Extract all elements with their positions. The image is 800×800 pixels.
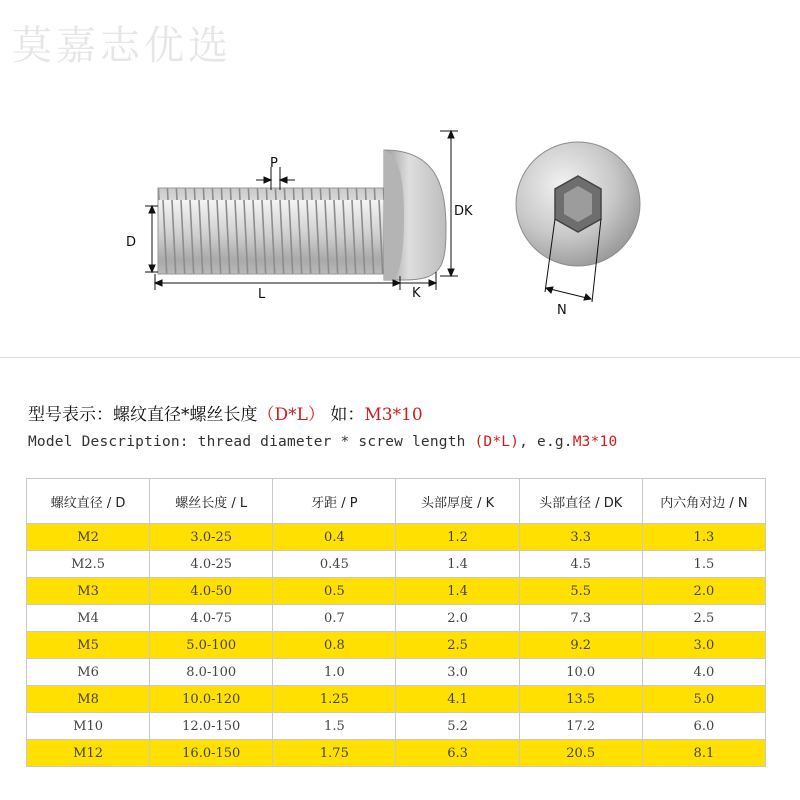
table-cell: M4 (27, 605, 150, 632)
title-en-example: M3*10 (572, 434, 618, 450)
table-cell: 1.5 (642, 551, 765, 578)
table-cell: 10.0-120 (150, 686, 273, 713)
table-cell: 2.5 (642, 605, 765, 632)
table-header-row (27, 479, 766, 524)
model-description-en (28, 434, 617, 450)
header-hex-socket: 内六角对边 / N (642, 479, 765, 524)
table-cell: M12 (27, 740, 150, 767)
table-cell: M8 (27, 686, 150, 713)
table-cell: 7.3 (519, 605, 642, 632)
title-en-formula: (D*L) (474, 434, 520, 450)
table-cell: 3.3 (519, 524, 642, 551)
header-thread-diameter: 螺纹直径 / D (27, 479, 150, 524)
table-cell: M10 (27, 713, 150, 740)
label-l: L (258, 287, 266, 302)
table-cell: 1.25 (273, 686, 396, 713)
table-cell: M3 (27, 578, 150, 605)
table-row (27, 686, 766, 713)
table-cell: 0.7 (273, 605, 396, 632)
table-row (27, 551, 766, 578)
table-cell: 4.0-50 (150, 578, 273, 605)
table-cell: 1.2 (396, 524, 519, 551)
table-cell: 0.45 (273, 551, 396, 578)
table-cell: 13.5 (519, 686, 642, 713)
table-cell: 4.0 (642, 659, 765, 686)
table-cell: 4.5 (519, 551, 642, 578)
title-cn-example: M3*10 (364, 405, 423, 425)
table-cell: M6 (27, 659, 150, 686)
table-row (27, 632, 766, 659)
header-pitch: 牙距 / P (273, 479, 396, 524)
table-cell: 4.0-75 (150, 605, 273, 632)
table-cell: 3.0 (396, 659, 519, 686)
table-cell: 1.75 (273, 740, 396, 767)
label-n: N (557, 303, 567, 318)
table-row (27, 659, 766, 686)
table-row (27, 578, 766, 605)
label-k: K (412, 286, 421, 301)
table-cell: 1.4 (396, 578, 519, 605)
table-cell: 3.0-25 (150, 524, 273, 551)
table-cell: 20.5 (519, 740, 642, 767)
table-cell: M5 (27, 632, 150, 659)
label-dk: DK (454, 204, 473, 219)
header-screw-length: 螺丝长度 / L (150, 479, 273, 524)
section-divider (0, 357, 800, 358)
table-cell: 6.0 (642, 713, 765, 740)
table-cell: 12.0-150 (150, 713, 273, 740)
table-cell: 8.1 (642, 740, 765, 767)
model-description-cn (28, 400, 423, 425)
title-cn-prefix: 型号表示：螺纹直径*螺丝长度 (28, 405, 258, 425)
table-cell: 1.3 (642, 524, 765, 551)
table-cell: 16.0-150 (150, 740, 273, 767)
table-cell: 4.0-25 (150, 551, 273, 578)
table-cell: 0.8 (273, 632, 396, 659)
table-cell: 17.2 (519, 713, 642, 740)
table-cell: 5.0 (642, 686, 765, 713)
table-cell: 6.3 (396, 740, 519, 767)
title-cn-example-label: 如： (330, 405, 365, 425)
table-body (27, 524, 766, 767)
table-cell: 0.5 (273, 578, 396, 605)
table-row (27, 713, 766, 740)
table-cell: 10.0 (519, 659, 642, 686)
title-cn-formula: （D*L） (257, 405, 325, 425)
table-cell: 2.5 (396, 632, 519, 659)
header-head-thickness: 头部厚度 / K (396, 479, 519, 524)
table-cell: 1.0 (273, 659, 396, 686)
table-cell: 3.0 (642, 632, 765, 659)
table-cell: M2 (27, 524, 150, 551)
table-cell: 4.1 (396, 686, 519, 713)
table-cell: 1.5 (273, 713, 396, 740)
label-p: P (270, 156, 278, 171)
title-en-mid: , e.g. (519, 434, 573, 450)
watermark-text: 莫嘉志优选 (12, 23, 232, 69)
table-row (27, 740, 766, 767)
title-en-prefix: Model Description: thread diameter * screw length (28, 434, 475, 450)
table-cell: 9.2 (519, 632, 642, 659)
table-cell: 0.4 (273, 524, 396, 551)
table-cell: 2.0 (396, 605, 519, 632)
table-cell: 8.0-100 (150, 659, 273, 686)
table-cell: 5.0-100 (150, 632, 273, 659)
table-row (27, 524, 766, 551)
table-row (27, 605, 766, 632)
screw-side-view (158, 150, 446, 280)
table-cell: M2.5 (27, 551, 150, 578)
table-cell: 5.2 (396, 713, 519, 740)
table-cell: 5.5 (519, 578, 642, 605)
spec-table (26, 478, 766, 767)
screw-head-view (516, 142, 640, 266)
table-cell: 2.0 (642, 578, 765, 605)
header-head-diameter: 头部直径 / DK (519, 479, 642, 524)
label-d: D (126, 235, 137, 250)
screw-diagram (0, 0, 800, 358)
table-cell: 1.4 (396, 551, 519, 578)
